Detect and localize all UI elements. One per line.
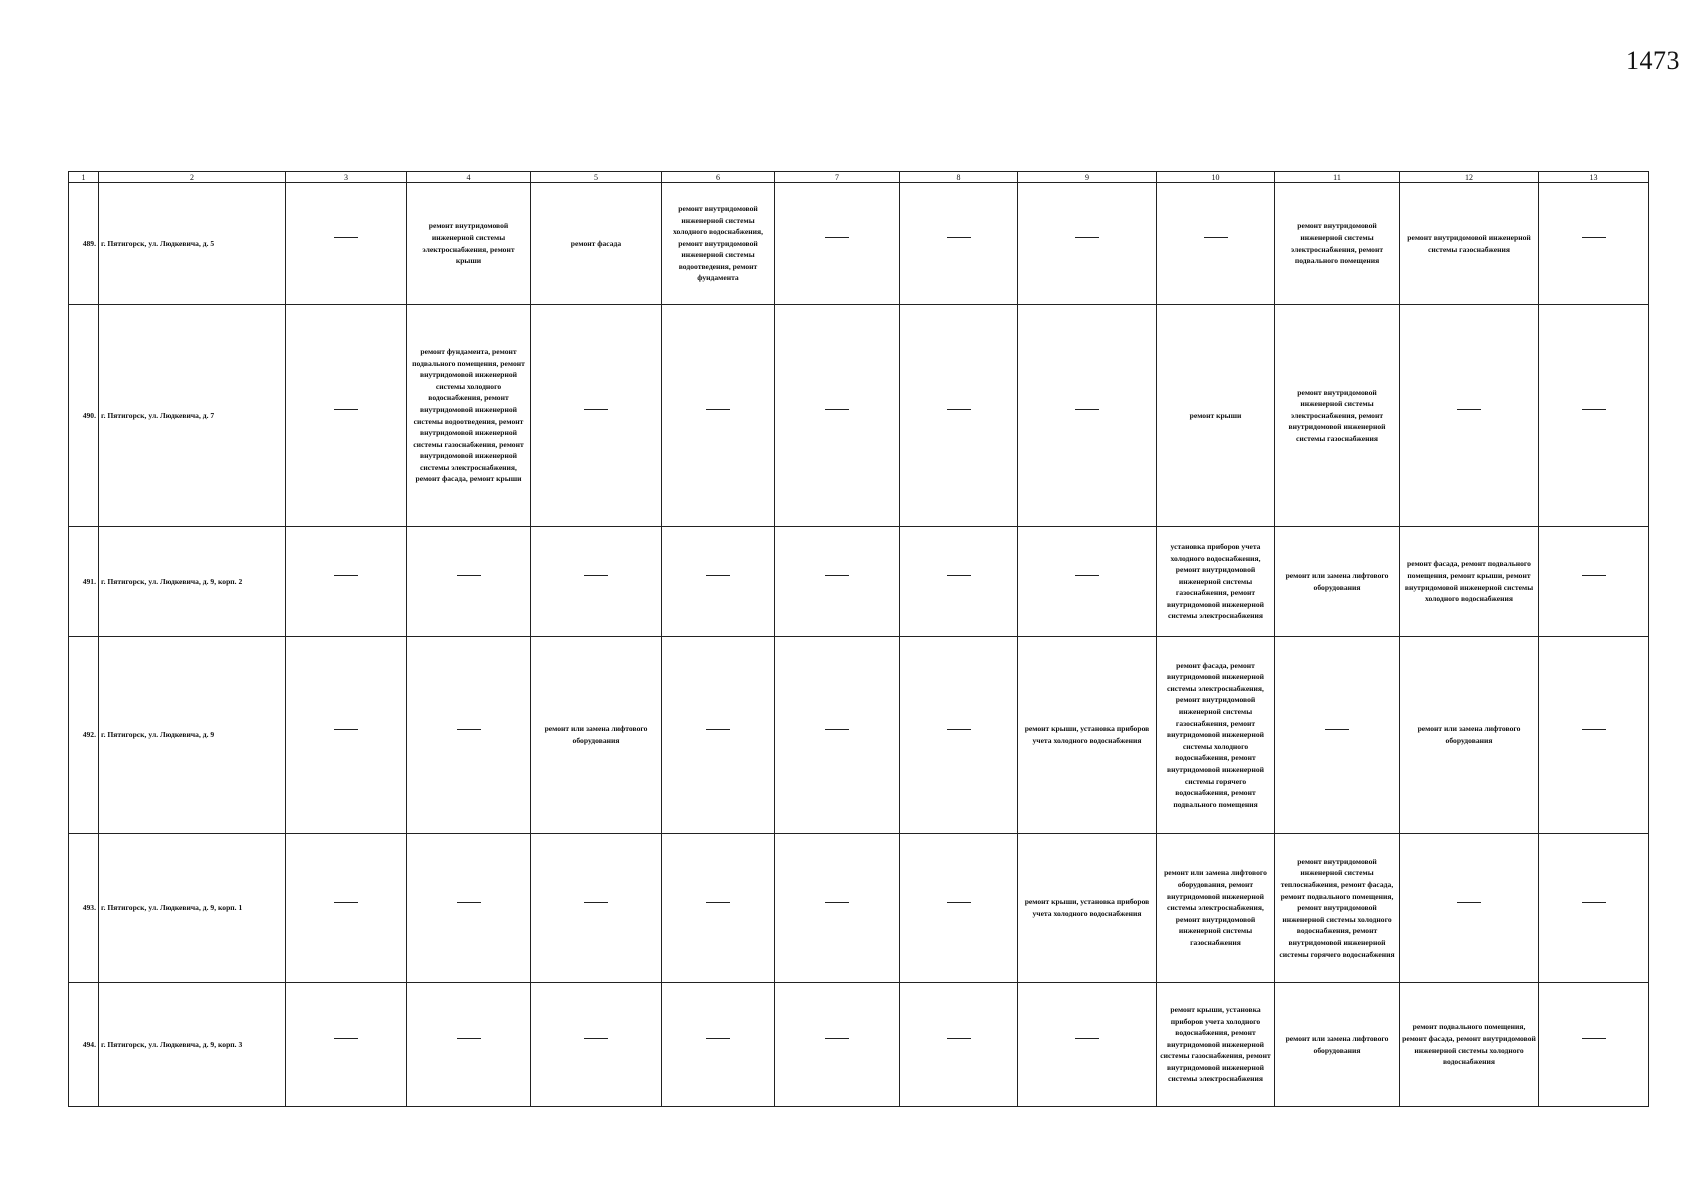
- row-number: 491.: [69, 527, 99, 637]
- dash-mark: [825, 729, 849, 742]
- empty-dash-cell: [407, 834, 531, 983]
- work-description-cell: ремонт или замена лифтового оборудования: [1275, 983, 1400, 1107]
- empty-dash-cell: [286, 305, 407, 527]
- dash-mark: [334, 902, 358, 915]
- empty-dash-cell: [1400, 834, 1539, 983]
- table-row: [69, 305, 1649, 527]
- empty-dash-cell: [286, 637, 407, 834]
- work-description-cell: ремонт крыши, установка приборов учета холодного водоснабжения: [1018, 637, 1157, 834]
- address-cell: г. Пятигорск, ул. Людкевича, д. 9: [99, 637, 286, 834]
- empty-dash-cell: [1018, 183, 1157, 305]
- dash-mark: [334, 237, 358, 250]
- work-description-cell: ремонт или замена лифтового оборудования: [1400, 637, 1539, 834]
- column-number-8: 8: [900, 172, 1018, 183]
- repair-plan-table: [68, 171, 1649, 1107]
- work-description-cell: ремонт крыши, установка приборов учета холодного водоснабжения: [1018, 834, 1157, 983]
- column-number-3: 3: [286, 172, 407, 183]
- dash-mark: [825, 237, 849, 250]
- work-description-cell: ремонт фасада: [531, 183, 662, 305]
- column-number-2: 2: [99, 172, 286, 183]
- empty-dash-cell: [1539, 834, 1649, 983]
- dash-mark: [1582, 729, 1606, 742]
- empty-dash-cell: [1400, 305, 1539, 527]
- column-number-4: 4: [407, 172, 531, 183]
- work-description-cell: ремонт внутридомовой инженерной системы электроснабжения, ремонт подвального помещения: [1275, 183, 1400, 305]
- dash-mark: [1457, 409, 1481, 422]
- empty-dash-cell: [531, 983, 662, 1107]
- dash-mark: [1457, 902, 1481, 915]
- empty-dash-cell: [1539, 305, 1649, 527]
- dash-mark: [947, 729, 971, 742]
- empty-dash-cell: [662, 305, 775, 527]
- column-number-13: 13: [1539, 172, 1649, 183]
- work-description-cell: ремонт фасада, ремонт подвального помещения, ремонт крыши, ремонт внутридомовой инженерной системы холодного водоснабжения: [1400, 527, 1539, 637]
- dash-mark: [825, 902, 849, 915]
- dash-mark: [947, 902, 971, 915]
- empty-dash-cell: [286, 183, 407, 305]
- empty-dash-cell: [1018, 983, 1157, 1107]
- work-description-cell: ремонт или замена лифтового оборудования: [1275, 527, 1400, 637]
- dash-mark: [457, 902, 481, 915]
- empty-dash-cell: [775, 637, 900, 834]
- empty-dash-cell: [1539, 527, 1649, 637]
- empty-dash-cell: [775, 983, 900, 1107]
- empty-dash-cell: [407, 637, 531, 834]
- column-number-7: 7: [775, 172, 900, 183]
- empty-dash-cell: [286, 834, 407, 983]
- dash-mark: [706, 729, 730, 742]
- dash-mark: [947, 575, 971, 588]
- table-body: [69, 183, 1649, 1107]
- row-number: 493.: [69, 834, 99, 983]
- page-number: 1473: [1626, 46, 1680, 75]
- address-cell: г. Пятигорск, ул. Людкевича, д. 7: [99, 305, 286, 527]
- column-number-12: 12: [1400, 172, 1539, 183]
- empty-dash-cell: [1157, 183, 1275, 305]
- address-cell: г. Пятигорск, ул. Людкевича, д. 9, корп. 1: [99, 834, 286, 983]
- dash-mark: [1075, 409, 1099, 422]
- table-row: [69, 183, 1649, 305]
- empty-dash-cell: [900, 834, 1018, 983]
- empty-dash-cell: [900, 527, 1018, 637]
- empty-dash-cell: [531, 834, 662, 983]
- empty-dash-cell: [407, 527, 531, 637]
- empty-dash-cell: [662, 527, 775, 637]
- dash-mark: [947, 237, 971, 250]
- empty-dash-cell: [775, 183, 900, 305]
- dash-mark: [1075, 575, 1099, 588]
- row-number: 490.: [69, 305, 99, 527]
- empty-dash-cell: [1539, 983, 1649, 1107]
- dash-mark: [1204, 237, 1228, 250]
- dash-mark: [825, 409, 849, 422]
- dash-mark: [1582, 1038, 1606, 1051]
- empty-dash-cell: [531, 305, 662, 527]
- work-description-cell: ремонт крыши, установка приборов учета холодного водоснабжения, ремонт внутридомовой инженерной системы газоснабжения, ремонт внутридомовой инженерной системы электроснабжения: [1157, 983, 1275, 1107]
- dash-mark: [706, 1038, 730, 1051]
- empty-dash-cell: [1018, 527, 1157, 637]
- work-description-cell: ремонт подвального помещения, ремонт фасада, ремонт внутридомовой инженерной системы холодного водоснабжения: [1400, 983, 1539, 1107]
- address-cell: г. Пятигорск, ул. Людкевича, д. 9, корп. 2: [99, 527, 286, 637]
- empty-dash-cell: [775, 834, 900, 983]
- work-description-cell: ремонт или замена лифтового оборудования, ремонт внутридомовой инженерной системы электроснабжения, ремонт внутридомовой инженерной системы газоснабжения: [1157, 834, 1275, 983]
- row-number: 494.: [69, 983, 99, 1107]
- dash-mark: [457, 1038, 481, 1051]
- column-number-10: 10: [1157, 172, 1275, 183]
- empty-dash-cell: [1275, 637, 1400, 834]
- dash-mark: [706, 575, 730, 588]
- work-description-cell: ремонт фундамента, ремонт подвального помещения, ремонт внутридомовой инженерной системы холодного водоснабжения, ремонт внутридомовой инженерной системы водоотведения, ремонт внутридомовой инженерной системы газоснабжения, ремонт внутридомовой инженерной системы электроснабжения, ремонт фасада, ремонт крыши: [407, 305, 531, 527]
- work-description-cell: ремонт фасада, ремонт внутридомовой инженерной системы электроснабжения, ремонт внутридомовой инженерной системы газоснабжения, ремонт внутридомовой инженерной системы холодного водоснабжения, ремонт внутридомовой инженерной системы горячего водоснабжения, ремонт подвального помещения: [1157, 637, 1275, 834]
- dash-mark: [584, 1038, 608, 1051]
- empty-dash-cell: [286, 527, 407, 637]
- column-number-9: 9: [1018, 172, 1157, 183]
- work-description-cell: ремонт внутридомовой инженерной системы теплоснабжения, ремонт фасада, ремонт подвального помещения, ремонт внутридомовой инженерной системы холодного водоснабжения, ремонт внутридомовой инженерной системы горячего водоснабжения: [1275, 834, 1400, 983]
- row-number: 489.: [69, 183, 99, 305]
- dash-mark: [825, 1038, 849, 1051]
- dash-mark: [1325, 729, 1349, 742]
- address-cell: г. Пятигорск, ул. Людкевича, д. 5: [99, 183, 286, 305]
- dash-mark: [947, 409, 971, 422]
- work-description-cell: ремонт внутридомовой инженерной системы газоснабжения: [1400, 183, 1539, 305]
- row-number: 492.: [69, 637, 99, 834]
- empty-dash-cell: [775, 527, 900, 637]
- work-description-cell: ремонт или замена лифтового оборудования: [531, 637, 662, 834]
- table-row: [69, 527, 1649, 637]
- dash-mark: [706, 902, 730, 915]
- table-row: [69, 834, 1649, 983]
- empty-dash-cell: [286, 983, 407, 1107]
- work-description-cell: ремонт внутридомовой инженерной системы холодного водоснабжения, ремонт внутридомовой инженерной системы водоотведения, ремонт фундамента: [662, 183, 775, 305]
- empty-dash-cell: [900, 305, 1018, 527]
- table-row: [69, 983, 1649, 1107]
- column-number-5: 5: [531, 172, 662, 183]
- work-description-cell: ремонт внутридомовой инженерной системы электроснабжения, ремонт крыши: [407, 183, 531, 305]
- column-number-6: 6: [662, 172, 775, 183]
- dash-mark: [457, 729, 481, 742]
- dash-mark: [334, 409, 358, 422]
- dash-mark: [1582, 902, 1606, 915]
- dash-mark: [334, 729, 358, 742]
- column-number-11: 11: [1275, 172, 1400, 183]
- dash-mark: [1582, 409, 1606, 422]
- empty-dash-cell: [900, 637, 1018, 834]
- table-row: [69, 637, 1649, 834]
- dash-mark: [1582, 237, 1606, 250]
- dash-mark: [1075, 237, 1099, 250]
- dash-mark: [706, 409, 730, 422]
- dash-mark: [1582, 575, 1606, 588]
- dash-mark: [584, 575, 608, 588]
- dash-mark: [584, 902, 608, 915]
- dash-mark: [825, 575, 849, 588]
- column-number-row: [69, 172, 1649, 183]
- dash-mark: [584, 409, 608, 422]
- dash-mark: [1075, 1038, 1099, 1051]
- empty-dash-cell: [662, 637, 775, 834]
- empty-dash-cell: [1018, 305, 1157, 527]
- work-description-cell: ремонт крыши: [1157, 305, 1275, 527]
- empty-dash-cell: [1539, 637, 1649, 834]
- dash-mark: [334, 575, 358, 588]
- empty-dash-cell: [1539, 183, 1649, 305]
- empty-dash-cell: [900, 183, 1018, 305]
- empty-dash-cell: [531, 527, 662, 637]
- empty-dash-cell: [662, 983, 775, 1107]
- work-description-cell: ремонт внутридомовой инженерной системы электроснабжения, ремонт внутридомовой инженерной системы газоснабжения: [1275, 305, 1400, 527]
- empty-dash-cell: [900, 983, 1018, 1107]
- empty-dash-cell: [775, 305, 900, 527]
- empty-dash-cell: [662, 834, 775, 983]
- empty-dash-cell: [407, 983, 531, 1107]
- dash-mark: [457, 575, 481, 588]
- address-cell: г. Пятигорск, ул. Людкевича, д. 9, корп. 3: [99, 983, 286, 1107]
- dash-mark: [947, 1038, 971, 1051]
- column-number-1: 1: [69, 172, 99, 183]
- work-description-cell: установка приборов учета холодного водоснабжения, ремонт внутридомовой инженерной системы газоснабжения, ремонт внутридомовой инженерной системы электроснабжения: [1157, 527, 1275, 637]
- dash-mark: [334, 1038, 358, 1051]
